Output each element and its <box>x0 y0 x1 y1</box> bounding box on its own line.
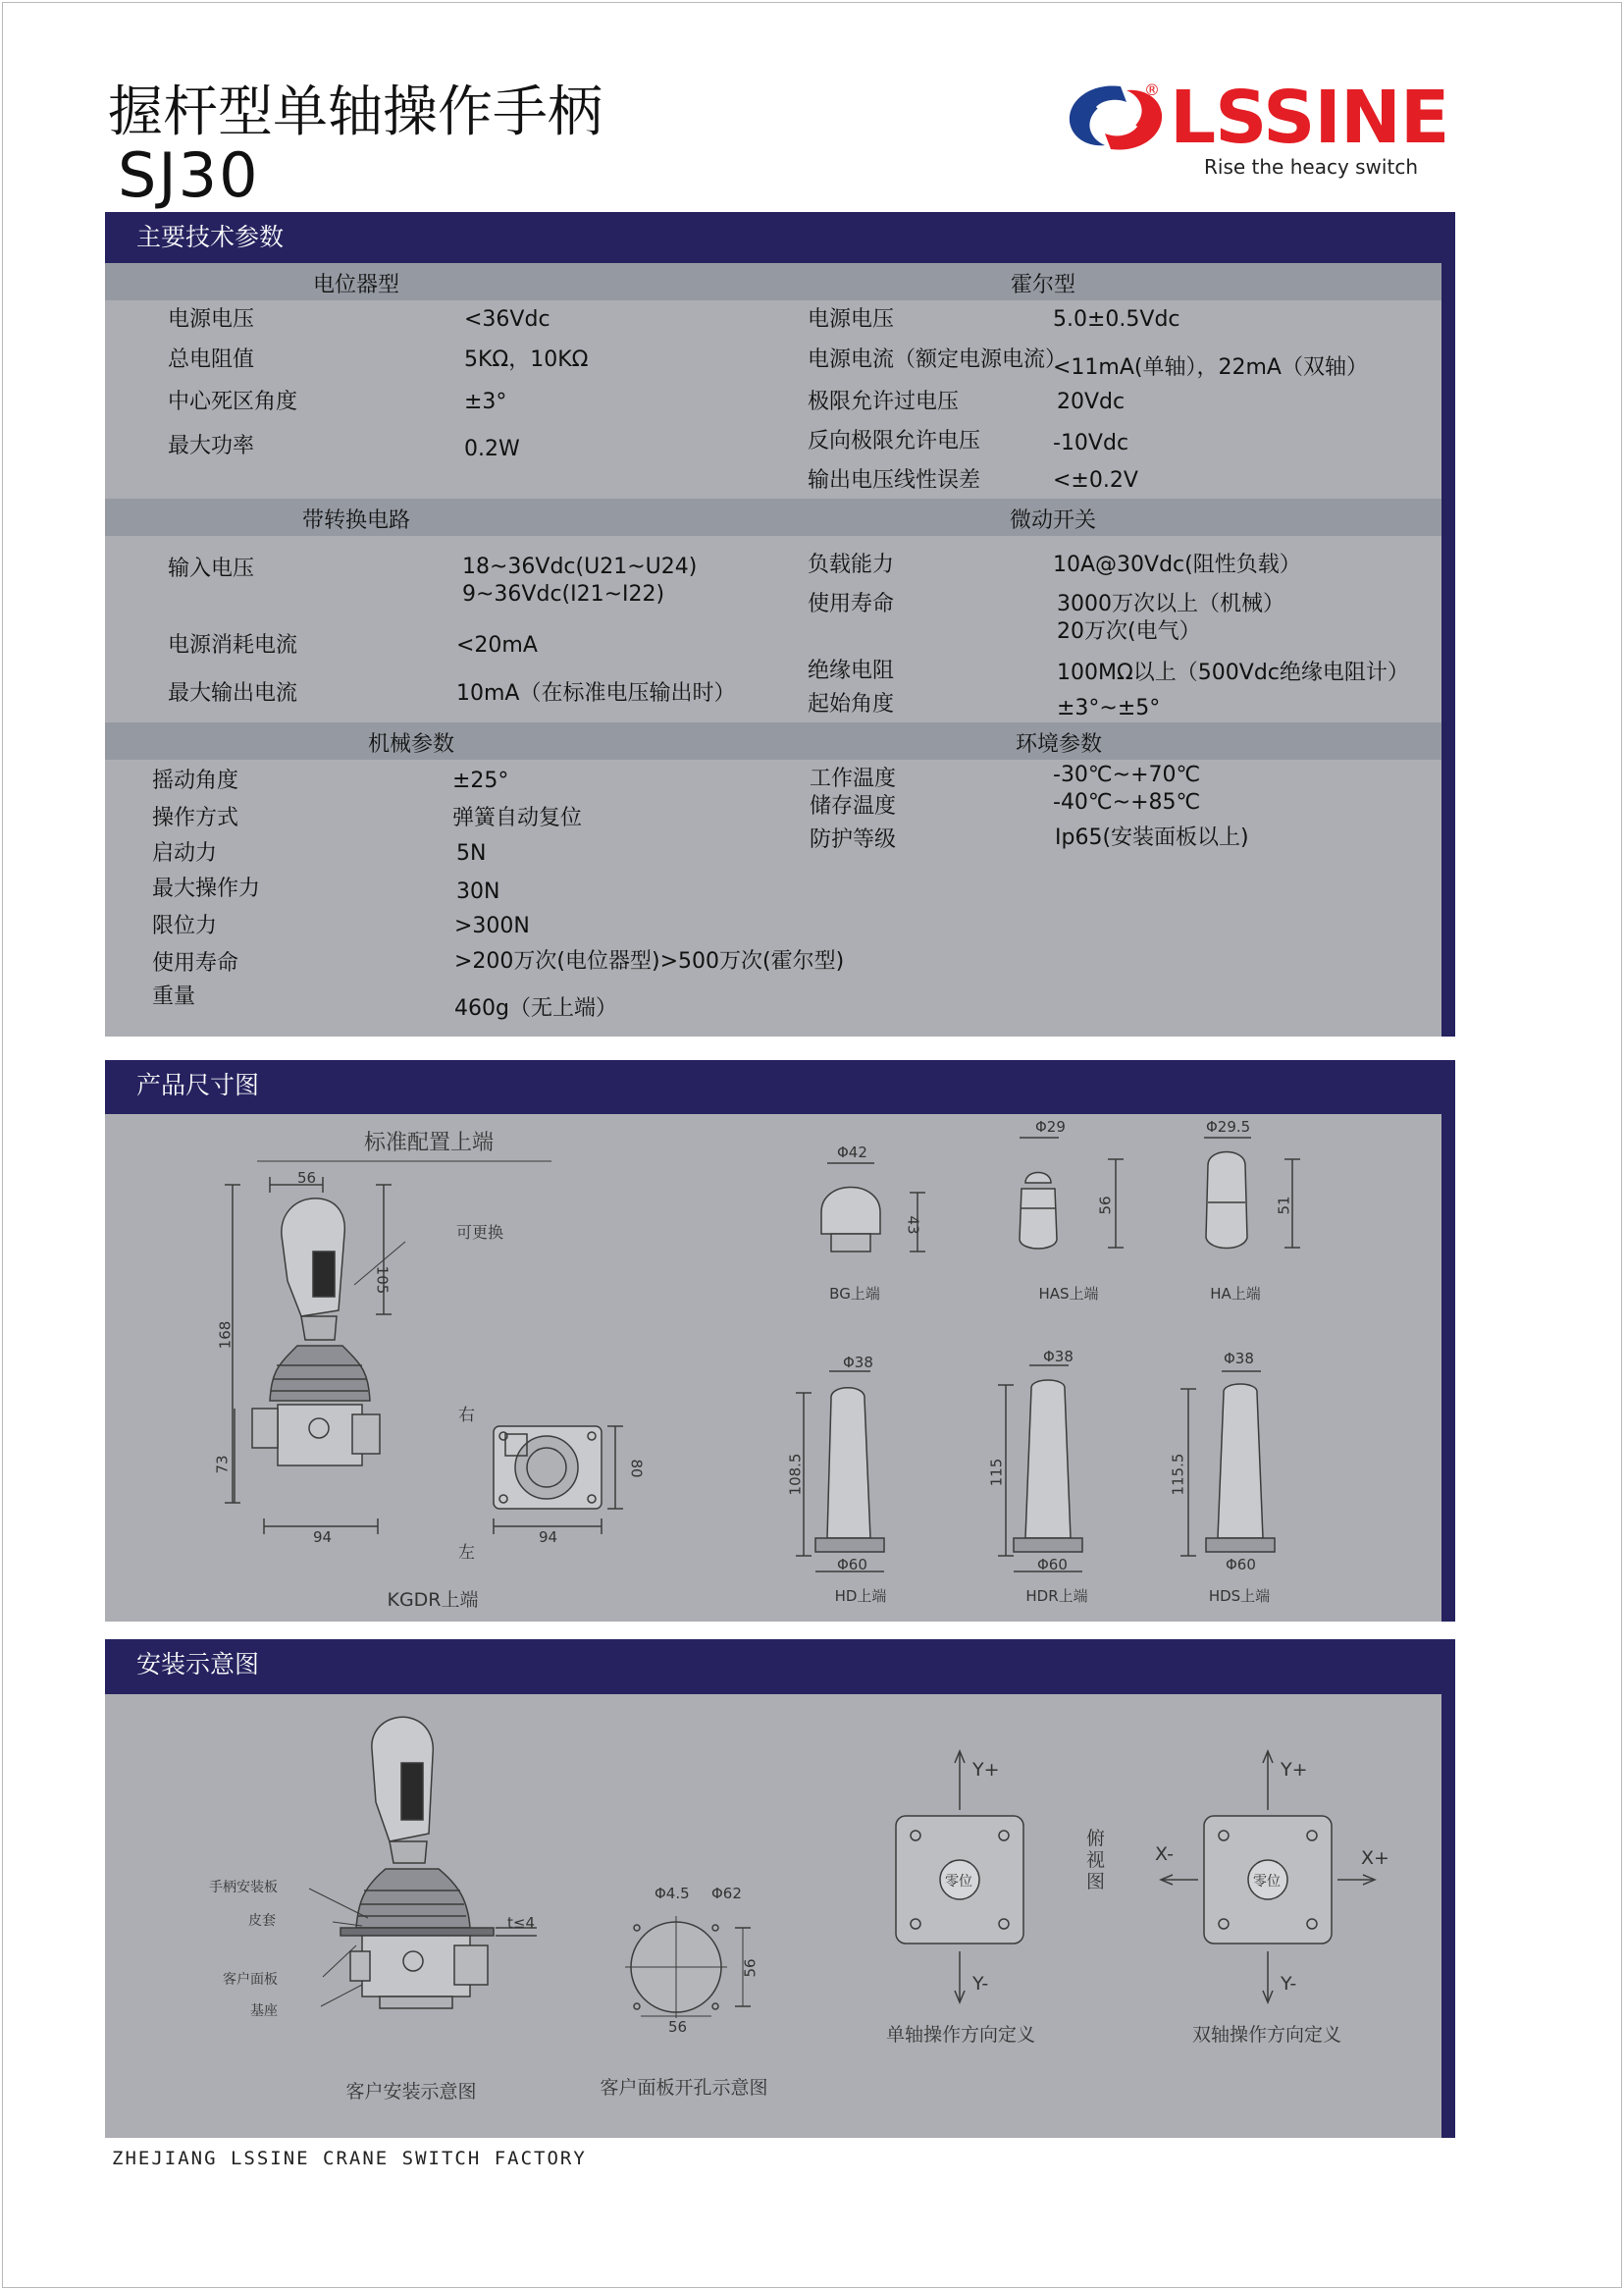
spec-value: ±3° <box>464 390 507 414</box>
grip-caption: HD上端 <box>834 1587 887 1605</box>
grip-caption: HDS上端 <box>1208 1587 1271 1605</box>
spec-value: 5.0±0.5Vdc <box>1053 307 1180 332</box>
grip-diameter: Φ38 <box>1043 1348 1074 1365</box>
spec-label: 负载能力 <box>808 553 895 577</box>
grip-height: 108.5 <box>786 1453 805 1496</box>
part-label: 基座 <box>250 2003 278 2019</box>
dimensions-panel-title: 产品尺寸图 <box>136 1071 260 1099</box>
page-title: 握杆型单轴操作手柄 <box>108 80 602 144</box>
spec-label: 启动力 <box>152 841 218 866</box>
spec-value: 18~36Vdc(U21~U24) <box>462 555 698 579</box>
grip-caption: HDR上端 <box>1025 1587 1088 1605</box>
spec-value: 3000万次以上（机械） <box>1057 592 1284 616</box>
bg-head-icon <box>821 1163 925 1252</box>
heading-mechanical: 机械参数 <box>367 732 455 757</box>
right-label: 右 <box>458 1406 475 1425</box>
panel-hole-icon <box>625 1916 727 2018</box>
spec-value: ±3°~±5° <box>1057 696 1161 720</box>
specs-panel <box>105 212 1455 1037</box>
head-caption: HA上端 <box>1210 1285 1261 1303</box>
part-label: 客户面板 <box>223 1972 278 1988</box>
spec-value: 20Vdc <box>1057 390 1126 414</box>
part-label: 手柄安装板 <box>209 1880 278 1895</box>
zero-label: 零位 <box>1253 1874 1281 1890</box>
spec-value: 10A@30Vdc(阻性负载） <box>1053 553 1301 577</box>
spec-label: 最大输出电流 <box>168 681 298 706</box>
dim-label: 105 <box>373 1265 392 1295</box>
head-caption: HAS上端 <box>1038 1285 1099 1303</box>
hole-diameter: Φ62 <box>711 1885 742 1902</box>
spec-label: 极限允许过电压 <box>808 390 960 414</box>
std-top-caption: 标准配置上端 <box>363 1131 495 1155</box>
installation-panel-title: 安装示意图 <box>136 1650 260 1678</box>
head-height: 43 <box>904 1215 922 1235</box>
spec-value: <20mA <box>456 633 538 658</box>
grip-height: 115.5 <box>1169 1453 1187 1496</box>
spec-label: 最大操作力 <box>152 877 261 901</box>
spec-label: 防护等级 <box>810 827 897 852</box>
top-view-label: 俯视图 <box>1086 1828 1106 1892</box>
spec-value: <36Vdc <box>464 307 550 332</box>
spec-value: 5KΩ，10KΩ <box>464 347 589 372</box>
spec-value: <11mA(单轴），22mA（双轴） <box>1053 355 1368 380</box>
axis-label: Y+ <box>972 1759 1000 1781</box>
spec-value: -30℃~+70℃ <box>1053 763 1201 787</box>
head-diameter: Φ29 <box>1035 1118 1066 1136</box>
spec-label: 重量 <box>152 985 196 1009</box>
spec-label: 反向极限允许电压 <box>808 429 981 453</box>
grip-base: Φ60 <box>1037 1556 1068 1573</box>
axis-label: Y+ <box>1281 1759 1308 1781</box>
footer-company: ZHEJIANG LSSINE CRANE SWITCH FACTORY <box>112 2148 587 2169</box>
spec-value: -10Vdc <box>1053 431 1129 455</box>
installation-panel <box>105 1639 1455 2138</box>
spec-label: 最大功率 <box>168 434 255 458</box>
spec-label: 电源电压 <box>808 307 895 332</box>
spec-value: >300N <box>454 914 530 938</box>
spec-label: 电源消耗电流 <box>168 633 298 658</box>
brand-name: LSSINE <box>1170 76 1449 160</box>
grip-diameter: Φ38 <box>843 1354 873 1371</box>
installation-panel-body <box>105 1694 1441 2138</box>
dimension-drawings <box>105 1114 1441 1622</box>
spec-value: -40℃~+85℃ <box>1053 790 1201 815</box>
thickness-label: t≤4 <box>507 1914 535 1932</box>
spec-value: <±0.2V <box>1053 468 1138 493</box>
left-label: 左 <box>458 1543 475 1563</box>
dim-label: 73 <box>213 1455 232 1474</box>
dim-label: 80 <box>627 1459 646 1478</box>
model-number: SJ30 <box>118 139 260 211</box>
spec-value: Ip65(安装面板以上) <box>1055 825 1249 850</box>
head-height: 56 <box>1096 1196 1115 1215</box>
band-potentiometer-hall <box>105 263 1441 300</box>
hds-grip-icon <box>1180 1371 1275 1556</box>
kgdr-caption: KGDR上端 <box>387 1589 479 1611</box>
single-axis-caption: 单轴操作方向定义 <box>885 2024 1036 2046</box>
hole-diameter: Φ4.5 <box>655 1885 690 1902</box>
dim-label: 94 <box>539 1528 558 1546</box>
spec-value: 9~36Vdc(I21~I22) <box>462 582 665 607</box>
spec-value: 0.2W <box>464 437 520 461</box>
head-height: 51 <box>1275 1196 1293 1215</box>
axis-label: Y- <box>1281 1973 1297 1995</box>
axis-label: X- <box>1155 1843 1174 1865</box>
spec-label: 电源电流（额定电源电流） <box>808 347 1068 372</box>
heading-microswitch: 微动开关 <box>1009 508 1097 533</box>
spec-value: >200万次(电位器型)>500万次(霍尔型) <box>454 949 845 974</box>
dim-label: 94 <box>313 1528 333 1546</box>
head-diameter: Φ29.5 <box>1206 1118 1251 1136</box>
spec-value: 5N <box>456 841 487 866</box>
registered-mark: ® <box>1144 80 1160 99</box>
spec-value: 10mA（在标准电压输出时） <box>456 681 736 706</box>
install-caption: 客户安装示意图 <box>345 2081 477 2103</box>
hdr-grip-icon <box>998 1365 1082 1571</box>
spec-label: 中心死区角度 <box>168 390 298 414</box>
spec-label: 电源电压 <box>168 307 255 332</box>
spec-label: 限位力 <box>152 914 218 938</box>
spec-label: 输出电压线性误差 <box>808 468 981 493</box>
head-caption: BG上端 <box>829 1285 880 1303</box>
specs-panel-body <box>105 263 1441 1037</box>
spec-label: 起始角度 <box>808 692 895 717</box>
spec-label: 操作方式 <box>152 806 239 830</box>
hole-dim: 56 <box>741 1958 760 1978</box>
joystick-installed-icon <box>341 1717 494 2008</box>
spec-label: 总电阻值 <box>168 347 255 372</box>
band-mechanical-environment <box>105 722 1441 760</box>
spec-label: 工作温度 <box>810 767 897 791</box>
heading-potentiometer: 电位器型 <box>312 273 400 297</box>
hd-grip-icon <box>796 1371 884 1571</box>
part-label: 皮套 <box>248 1913 276 1929</box>
brand-logo <box>1062 76 1449 186</box>
heading-converter: 带转换电路 <box>301 508 411 533</box>
specs-panel-title: 主要技术参数 <box>136 223 285 251</box>
spec-label: 使用寿命 <box>152 951 239 976</box>
heading-hall: 霍尔型 <box>1010 273 1076 297</box>
grip-diameter: Φ38 <box>1224 1350 1254 1367</box>
axis-label: Y- <box>972 1973 989 1995</box>
brand-slogan: Rise the heacy switch <box>1204 155 1418 179</box>
has-head-icon <box>1020 1138 1124 1249</box>
spec-value: 20万次(电气） <box>1057 619 1201 644</box>
grip-base: Φ60 <box>1226 1556 1256 1573</box>
spec-value: ±25° <box>452 769 509 793</box>
installation-drawings <box>105 1694 1441 2138</box>
spec-value: 100MΩ以上（500Vdc绝缘电阻计） <box>1057 661 1409 685</box>
dim-label: 56 <box>297 1169 317 1187</box>
spec-label: 输入电压 <box>168 557 255 581</box>
spec-value: 弹簧自动复位 <box>452 806 583 830</box>
joystick-top-view-icon <box>494 1426 602 1509</box>
axis-label: X+ <box>1361 1847 1389 1869</box>
zero-label: 零位 <box>945 1874 972 1890</box>
spec-label: 绝缘电阻 <box>808 659 895 683</box>
dual-axis-caption: 双轴操作方向定义 <box>1191 2024 1342 2046</box>
joystick-side-view-icon <box>252 1198 380 1465</box>
spec-value: 460g（无上端） <box>454 996 617 1021</box>
band-converter-microswitch <box>105 499 1441 536</box>
hole-dim: 56 <box>668 2018 688 2036</box>
grip-height: 115 <box>987 1458 1006 1487</box>
dimensions-panel-body <box>105 1114 1441 1622</box>
spec-label: 摇动角度 <box>152 769 239 793</box>
heading-environment: 环境参数 <box>1015 732 1103 757</box>
spec-value: 30N <box>456 879 500 904</box>
spec-label: 储存温度 <box>810 794 897 819</box>
dimensions-panel <box>105 1060 1455 1622</box>
dim-label: 168 <box>216 1320 235 1350</box>
ha-head-icon <box>1204 1138 1300 1249</box>
grip-base: Φ60 <box>837 1556 867 1573</box>
replaceable-label: 可更换 <box>456 1223 504 1242</box>
hole-caption: 客户面板开孔示意图 <box>600 2077 768 2099</box>
head-diameter: Φ42 <box>837 1144 867 1161</box>
spec-label: 使用寿命 <box>808 592 895 616</box>
